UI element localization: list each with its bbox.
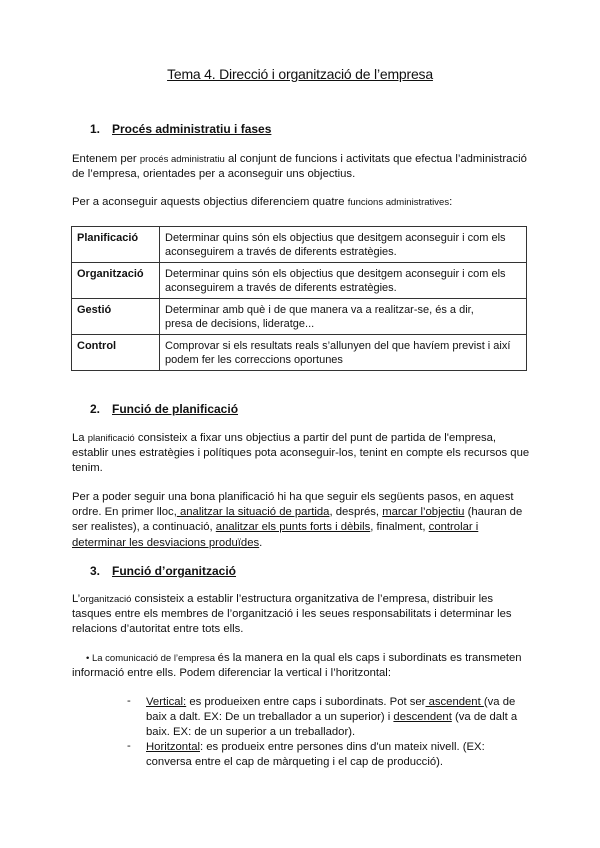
table-row [72, 227, 527, 263]
page-title: Tema 4. Direcció i organització de l’empresa [167, 66, 433, 82]
section-1-heading [90, 122, 271, 136]
function-name: Gestió [72, 299, 160, 335]
table-row [72, 263, 527, 299]
section-3-paragraph-1: L’organització consisteix a establir l’estructura organitzativa de l’empresa, distribuir les tasques entre els membres de l’organització i les seues responsabilitats i determinar les relacions d’autoritat entre tots ells. [72, 593, 512, 636]
list-dash: - [127, 740, 131, 752]
section-3-title: Funció d’organització [112, 564, 237, 578]
function-name: Planificació [72, 227, 160, 263]
function-description: Comprovar si els resultats reals s’allunyen del que havíem previst i així podem fer les correccions oportunes [160, 335, 527, 371]
function-description: Determinar quins són els objectius que desitgem aconseguir i com els aconseguirem a través de diferents estratègies. [160, 263, 527, 299]
section-3-heading [90, 564, 236, 578]
function-name: Control [72, 335, 160, 371]
section-2-title: Funció de planificació [112, 402, 239, 416]
functions-table [71, 226, 527, 371]
list-item-vertical: Vertical: es produeixen entre caps i subordinats. Pot ser ascendent (va de baix a dalt. EX: De un treballador a un superior) i descendent (va de dalt a baix. EX: de un superior a un treballador). [146, 696, 518, 739]
section-3-paragraph-2: • La comunicació de l’empresa és la manera en la qual els caps i subordinats es transmeten informació entre ells. Podem diferenciar la vertical i l’horitzontal: [72, 652, 522, 680]
table-row [72, 335, 527, 371]
section-2-paragraph-1: La planificació consisteix a fixar uns objectius a partir del punt de partida de l'empresa, establir unes estratègies i polítiques pota aconseguir-los, tenint en compte els recursos que tenim. [72, 432, 530, 475]
table-row [72, 299, 527, 335]
list-item-horitzontal: Horitzontal: es produeix entre persones dins d'un mateix nivell. (EX: conversa entre el cap de màrqueting i el cap de producció). [146, 741, 485, 769]
function-name: Organització [72, 263, 160, 299]
section-2-heading [90, 402, 238, 416]
section-1-paragraph-2: Per a aconseguir aquests objectius diferenciem quatre funcions administratives: [72, 196, 453, 208]
function-description: Determinar quins són els objectius que desitgem aconseguir i com els aconseguirem a través de diferents estratègies. [160, 227, 527, 263]
function-description: Determinar amb què i de que manera va a realitzar-se, és a dir, presa de decisions, lideratge... [160, 299, 527, 335]
section-2-paragraph-2: Per a poder seguir una bona planificació hi ha que seguir els següents pasos, en aquest ordre. En primer lloc, analitzar la situació de partida, després, marcar l’objectiu (hauran de ser realistes), a continuació, analitzar els punts forts i dèbils, finalment, controlar i determinar les desviacions produïdes. [72, 491, 523, 549]
section-1-title: Procés administratiu i fases [112, 122, 272, 136]
section-1-number: 1. [90, 122, 101, 136]
list-dash: - [127, 695, 131, 707]
section-1-paragraph-1: Entenem per procés administratiu al conjunt de funcions i activitats que efectua l’administració de l’empresa, orientades per a aconseguir uns objectius. [72, 153, 527, 181]
section-3-number: 3. [90, 564, 101, 578]
section-2-number: 2. [90, 402, 101, 416]
